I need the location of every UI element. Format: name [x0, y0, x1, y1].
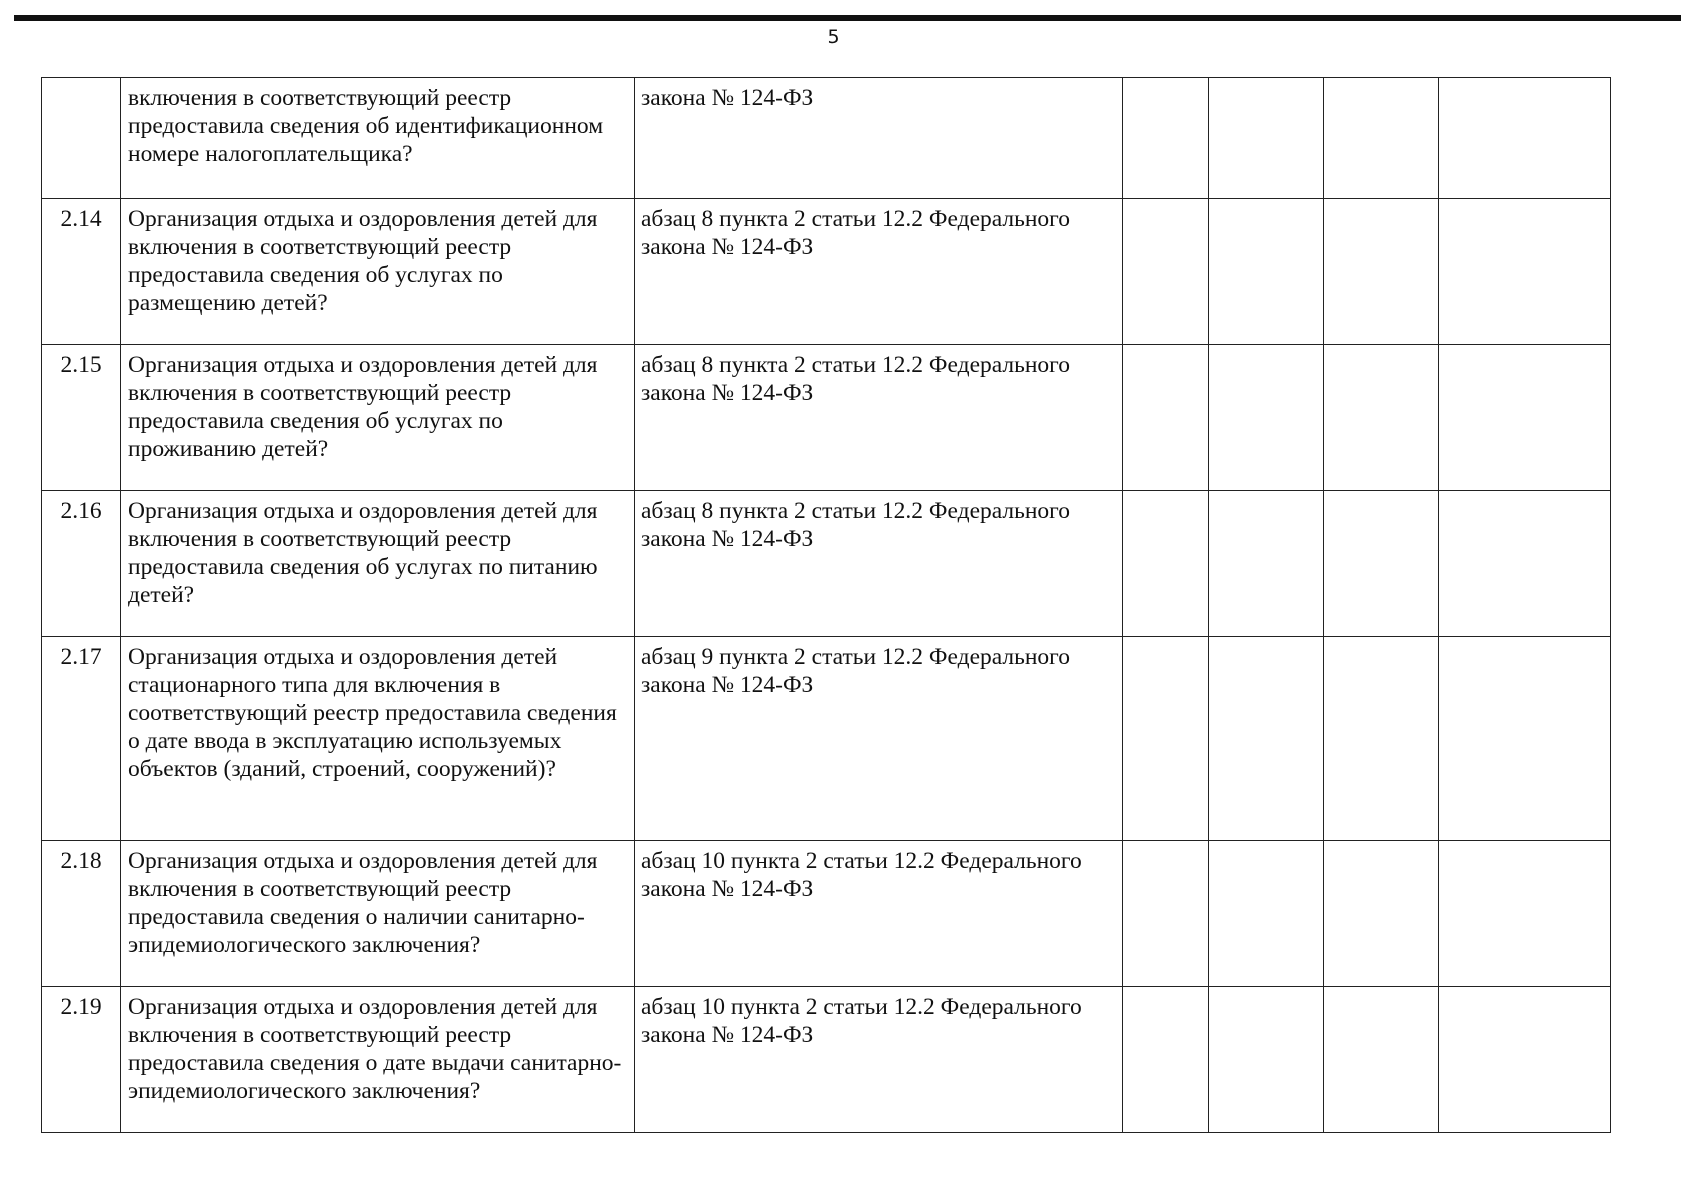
table-row [42, 987, 1611, 1133]
answer-cell-na[interactable] [1324, 78, 1439, 199]
answer-cell-no[interactable] [1209, 841, 1324, 987]
top-rule [14, 15, 1681, 21]
row-question: Организация отдыха и оздоровления детей стационарного типа для включения в соответствующий реестр предоставила сведения о дате ввода в эксплуатацию используемых объектов (зданий, строений, сооружений)? [121, 637, 635, 841]
row-number: 2.17 [42, 637, 121, 841]
row-number: 2.19 [42, 987, 121, 1133]
row-number: 2.15 [42, 345, 121, 491]
row-reference: абзац 8 пункта 2 статьи 12.2 Федерального закона № 124-ФЗ [635, 345, 1123, 491]
page-number: 5 [827, 26, 840, 48]
answer-cell-na[interactable] [1324, 637, 1439, 841]
answer-cell-yes[interactable] [1123, 637, 1209, 841]
row-number: 2.14 [42, 199, 121, 345]
answer-cell-yes[interactable] [1123, 491, 1209, 637]
answer-cell-na[interactable] [1324, 491, 1439, 637]
row-reference: абзац 9 пункта 2 статьи 12.2 Федерального закона № 124-ФЗ [635, 637, 1123, 841]
answer-cell-note[interactable] [1439, 491, 1611, 637]
checklist-table [41, 77, 1611, 1133]
table-row [42, 637, 1611, 841]
answer-cell-no[interactable] [1209, 345, 1324, 491]
answer-cell-note[interactable] [1439, 637, 1611, 841]
row-number: 2.18 [42, 841, 121, 987]
row-reference: абзац 8 пункта 2 статьи 12.2 Федерального закона № 124-ФЗ [635, 199, 1123, 345]
table-row [42, 841, 1611, 987]
row-question: включения в соответствующий реестр предоставила сведения об идентификационном номере налогоплательщика? [121, 78, 635, 199]
answer-cell-yes[interactable] [1123, 78, 1209, 199]
answer-cell-yes[interactable] [1123, 199, 1209, 345]
answer-cell-note[interactable] [1439, 987, 1611, 1133]
row-number [42, 78, 121, 199]
answer-cell-note[interactable] [1439, 841, 1611, 987]
answer-cell-no[interactable] [1209, 491, 1324, 637]
row-question: Организация отдыха и оздоровления детей для включения в соответствующий реестр предоставила сведения о наличии санитарно-эпидемиологического заключения? [121, 841, 635, 987]
answer-cell-note[interactable] [1439, 345, 1611, 491]
table-row [42, 199, 1611, 345]
answer-cell-na[interactable] [1324, 199, 1439, 345]
row-question: Организация отдыха и оздоровления детей для включения в соответствующий реестр предоставила сведения об услугах по размещению детей? [121, 199, 635, 345]
row-reference: абзац 8 пункта 2 статьи 12.2 Федерального закона № 124-ФЗ [635, 491, 1123, 637]
answer-cell-no[interactable] [1209, 637, 1324, 841]
row-question: Организация отдыха и оздоровления детей для включения в соответствующий реестр предоставила сведения об услугах по питанию детей? [121, 491, 635, 637]
row-question: Организация отдыха и оздоровления детей для включения в соответствующий реестр предоставила сведения об услугах по проживанию детей? [121, 345, 635, 491]
table-row [42, 78, 1611, 199]
table-row [42, 345, 1611, 491]
answer-cell-no[interactable] [1209, 199, 1324, 345]
answer-cell-note[interactable] [1439, 199, 1611, 345]
answer-cell-note[interactable] [1439, 78, 1611, 199]
answer-cell-na[interactable] [1324, 345, 1439, 491]
row-number: 2.16 [42, 491, 121, 637]
answer-cell-na[interactable] [1324, 841, 1439, 987]
answer-cell-yes[interactable] [1123, 841, 1209, 987]
row-reference: абзац 10 пункта 2 статьи 12.2 Федерального закона № 124-ФЗ [635, 841, 1123, 987]
row-reference: абзац 10 пункта 2 статьи 12.2 Федерального закона № 124-ФЗ [635, 987, 1123, 1133]
answer-cell-yes[interactable] [1123, 345, 1209, 491]
row-question: Организация отдыха и оздоровления детей для включения в соответствующий реестр предоставила сведения о дате выдачи санитарно-эпидемиологического заключения? [121, 987, 635, 1133]
answer-cell-na[interactable] [1324, 987, 1439, 1133]
answer-cell-no[interactable] [1209, 78, 1324, 199]
row-reference: закона № 124-ФЗ [635, 78, 1123, 199]
answer-cell-no[interactable] [1209, 987, 1324, 1133]
table-row [42, 491, 1611, 637]
answer-cell-yes[interactable] [1123, 987, 1209, 1133]
